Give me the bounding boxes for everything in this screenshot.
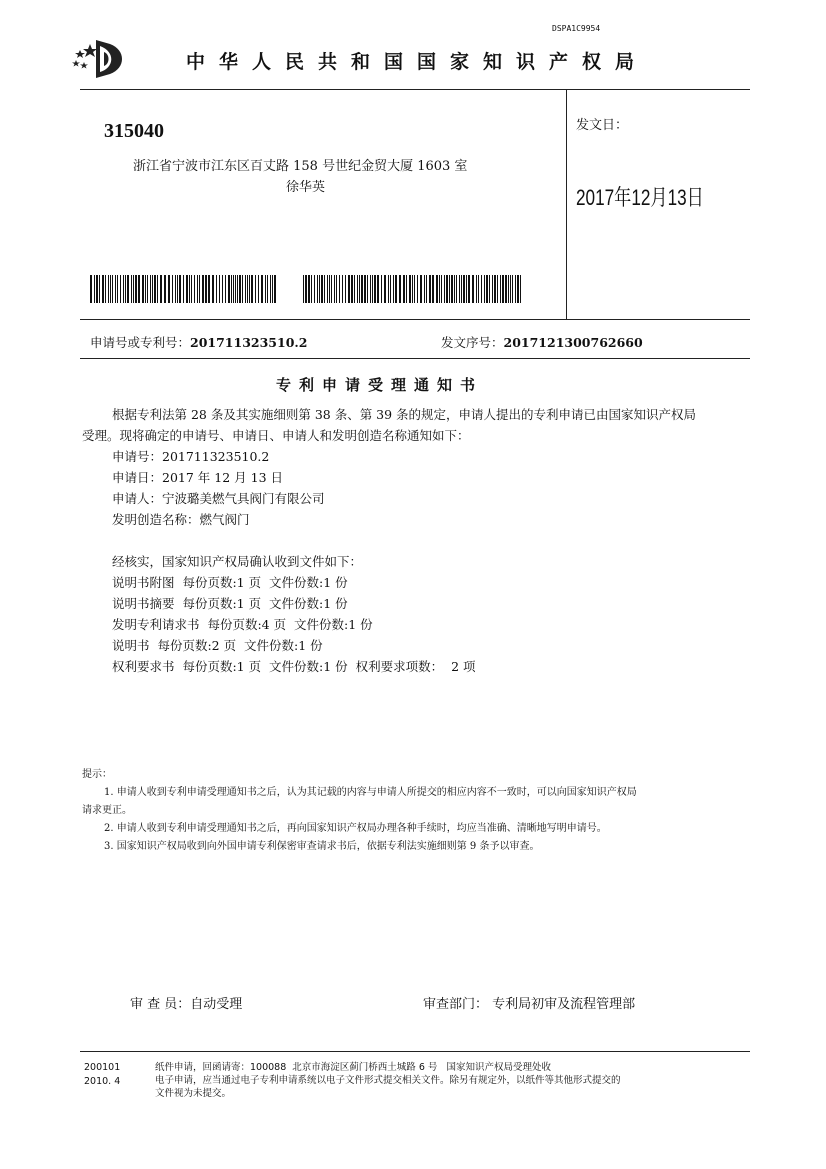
barcode-bar bbox=[242, 275, 243, 303]
barcode-bar bbox=[138, 275, 140, 303]
barcode-bar bbox=[319, 275, 320, 303]
barcode-bar bbox=[135, 275, 137, 303]
barcode-bar bbox=[417, 275, 418, 303]
barcode-left bbox=[90, 275, 278, 303]
barcode-bar bbox=[336, 275, 337, 303]
barcode-bar bbox=[515, 275, 516, 303]
barcode-bar bbox=[441, 275, 442, 303]
barcode-bar bbox=[367, 275, 368, 303]
barcode-bar bbox=[466, 275, 467, 303]
barcode-bar bbox=[324, 275, 325, 303]
barcode-bar bbox=[468, 275, 470, 303]
file-item: 权利要求书 每份页数:1 页 文件份数:1 份 权利要求项数： 2 项 bbox=[112, 659, 476, 674]
barcode-bar bbox=[90, 275, 92, 303]
barcode-bar bbox=[439, 275, 440, 303]
barcode-bar bbox=[183, 275, 184, 303]
tip-item: 1. 申请人收到专利申请受理通知书之后，认为其记载的内容与申请人所提交的相应内容不一致时，可以向国家知识产权局 bbox=[104, 787, 637, 798]
barcode-bar bbox=[160, 275, 162, 303]
barcode-bar bbox=[412, 275, 413, 303]
serial-number-row bbox=[441, 333, 643, 351]
barcode-bar bbox=[354, 275, 355, 303]
barcode-bar bbox=[194, 275, 195, 303]
barcode-bar bbox=[255, 275, 256, 303]
barcode-bar bbox=[520, 275, 521, 303]
footer-text bbox=[155, 1061, 755, 1100]
barcode-bar bbox=[508, 275, 509, 303]
recipient-name: 徐华英 bbox=[286, 180, 326, 195]
barcode-bar bbox=[131, 275, 132, 303]
tips-section bbox=[82, 766, 754, 856]
barcode-bar bbox=[212, 275, 214, 303]
barcode-bar bbox=[348, 275, 350, 303]
barcode-bar bbox=[251, 275, 253, 303]
barcode-bar bbox=[228, 275, 230, 303]
barcode-bar bbox=[258, 275, 259, 303]
barcode-bar bbox=[311, 275, 312, 303]
cnipa-logo-icon bbox=[66, 34, 128, 78]
barcode-bar bbox=[125, 275, 126, 303]
barcode-bar bbox=[205, 275, 207, 303]
barcode-bar bbox=[403, 275, 405, 303]
barcode-bar bbox=[99, 275, 100, 303]
barcode-bar bbox=[157, 275, 158, 303]
barcode-bar bbox=[247, 275, 248, 303]
issue-date: 2017年12月13日 bbox=[576, 185, 704, 210]
postcode: 315040 bbox=[104, 120, 164, 142]
barcode-bar bbox=[308, 275, 310, 303]
barcode-bar bbox=[463, 275, 465, 303]
barcode-bar bbox=[390, 275, 391, 303]
barcode-bar bbox=[265, 275, 266, 303]
barcode-bar bbox=[249, 275, 250, 303]
field-applicant: 申请人：宁波璐美燃气具阀门有限公司 bbox=[112, 491, 325, 506]
barcode-bar bbox=[377, 275, 379, 303]
barcode-bar bbox=[274, 275, 276, 303]
barcode-bar bbox=[303, 275, 304, 303]
verify-intro: 经核实，国家知识产权局确认收到文件如下： bbox=[112, 554, 363, 569]
barcode-bar bbox=[117, 275, 118, 303]
barcode-bar bbox=[454, 275, 455, 303]
barcode-bar bbox=[305, 275, 307, 303]
barcode-bar bbox=[314, 275, 315, 303]
barcode-bar bbox=[359, 275, 360, 303]
barcode-bar bbox=[510, 275, 511, 303]
barcode-bar bbox=[497, 275, 498, 303]
barcode-bar bbox=[374, 275, 376, 303]
barcode-bar bbox=[237, 275, 238, 303]
barcode-bar bbox=[399, 275, 401, 303]
refs-bottom-rule bbox=[80, 358, 750, 359]
barcode-bar bbox=[189, 275, 190, 303]
barcode-bar bbox=[414, 275, 415, 303]
barcode-bar bbox=[420, 275, 422, 303]
notice-body bbox=[82, 404, 752, 677]
file-item: 说明书摘要 每份页数:1 页 文件份数:1 份 bbox=[112, 596, 348, 611]
barcode-bar bbox=[500, 275, 501, 303]
barcode-bar bbox=[152, 275, 153, 303]
barcode-bar bbox=[517, 275, 519, 303]
serial-number-label: 发文序号： bbox=[441, 335, 504, 350]
barcode-bar bbox=[481, 275, 482, 303]
tip-item: 2. 申请人收到专利申请受理通知书之后，再向国家知识产权局办理各种手续时，均应当准确、清晰地写明申请号。 bbox=[104, 823, 607, 834]
examiner: 审 查 员：自动受理 bbox=[130, 997, 243, 1012]
barcode-bar bbox=[233, 275, 234, 303]
barcode-bar bbox=[478, 275, 479, 303]
barcode-bar bbox=[449, 275, 450, 303]
barcode-bar bbox=[222, 275, 223, 303]
barcode-bar bbox=[202, 275, 204, 303]
barcode-bar bbox=[186, 275, 188, 303]
barcode-bar bbox=[177, 275, 178, 303]
barcode-bar bbox=[108, 275, 109, 303]
barcode-bar bbox=[436, 275, 438, 303]
barcode-bar bbox=[175, 275, 176, 303]
field-application-number: 申请号：201711323510.2 bbox=[112, 449, 270, 464]
barcode-bar bbox=[197, 275, 198, 303]
barcode-bar bbox=[393, 275, 394, 303]
application-number: 201711323510.2 bbox=[190, 335, 308, 350]
barcode-bar bbox=[446, 275, 448, 303]
barcode-bar bbox=[321, 275, 323, 303]
barcode-bar bbox=[191, 275, 192, 303]
file-item: 发明专利请求书 每份页数:4 页 文件份数:1 份 bbox=[112, 617, 373, 632]
barcode-bar bbox=[372, 275, 373, 303]
barcode-bar bbox=[461, 275, 462, 303]
barcode-bar bbox=[208, 275, 210, 303]
barcode-bar bbox=[424, 275, 425, 303]
barcode-bar bbox=[112, 275, 113, 303]
barcode-bar bbox=[476, 275, 477, 303]
barcode-bar bbox=[147, 275, 148, 303]
barcode-bar bbox=[388, 275, 389, 303]
barcode-bar bbox=[489, 275, 490, 303]
barcode-bar bbox=[270, 275, 271, 303]
organization-name: 中华人民共和国国家知识产权局 bbox=[186, 51, 649, 73]
barcode-bar bbox=[105, 275, 106, 303]
intro-line-1: 根据专利法第 28 条及其实施细则第 38 条、第 39 条的规定，申请人提出的专利申请已由国家知识产权局 bbox=[112, 407, 697, 422]
recipient-address: 浙江省宁波市江东区百丈路 158 号世纪金贸大厦 1603 室 bbox=[133, 159, 468, 174]
barcode-bar bbox=[409, 275, 411, 303]
barcode-bar bbox=[110, 275, 111, 303]
barcode-bar bbox=[472, 275, 474, 303]
barcode-bar bbox=[351, 275, 353, 303]
barcode-bar bbox=[339, 275, 340, 303]
barcode-bar bbox=[459, 275, 460, 303]
barcode-bar bbox=[342, 275, 343, 303]
barcode-bar bbox=[486, 275, 488, 303]
footer-line: 文件视为未提交。 bbox=[155, 1088, 232, 1099]
header-divider bbox=[566, 89, 567, 319]
barcode-bar bbox=[327, 275, 328, 303]
barcode-bar bbox=[357, 275, 358, 303]
intro-line-2: 受理。现将确定的申请号、申请日、申请人和发明创造名称通知如下： bbox=[82, 428, 470, 443]
barcode-bar bbox=[432, 275, 434, 303]
field-invention-title: 发明创造名称：燃气阀门 bbox=[112, 512, 250, 527]
barcode-bar bbox=[406, 275, 407, 303]
barcode-bar bbox=[96, 275, 98, 303]
document-title: 专利申请受理通知书 bbox=[276, 376, 484, 394]
barcode-bar bbox=[381, 275, 382, 303]
barcode-bar bbox=[164, 275, 166, 303]
tip-item: 请求更正。 bbox=[82, 805, 132, 816]
field-application-date: 申请日：2017 年 12 月 13 日 bbox=[112, 470, 283, 485]
barcode-bar bbox=[127, 275, 129, 303]
barcode-bar bbox=[494, 275, 496, 303]
examining-department: 审查部门： 专利局初审及流程管理部 bbox=[423, 997, 636, 1012]
barcode-bar bbox=[317, 275, 318, 303]
file-item: 说明书 每份页数:2 页 文件份数:1 份 bbox=[112, 638, 323, 653]
barcode-bar bbox=[231, 275, 232, 303]
barcode-right bbox=[303, 275, 525, 303]
barcode-bar bbox=[345, 275, 346, 303]
barcode-bar bbox=[429, 275, 431, 303]
footer-line: 纸件申请，回函请寄：100088 北京市海淀区蓟门桥西土城路 6 号 国家知识产权局受理处收 bbox=[155, 1062, 551, 1073]
barcode-bar bbox=[395, 275, 397, 303]
footer-rule bbox=[80, 1051, 750, 1052]
header-top-rule bbox=[80, 89, 750, 90]
barcode-bar bbox=[426, 275, 427, 303]
application-number-row bbox=[90, 333, 307, 351]
footer-code-1: 200101 bbox=[84, 1062, 121, 1073]
barcode-bar bbox=[145, 275, 146, 303]
barcode-bar bbox=[102, 275, 104, 303]
barcode-bar bbox=[272, 275, 273, 303]
barcode-bar bbox=[123, 275, 124, 303]
document-code: DSPA1C9954 bbox=[552, 24, 601, 33]
barcode-bar bbox=[261, 275, 263, 303]
barcode-bar bbox=[444, 275, 445, 303]
file-item: 说明书附图 每份页数:1 页 文件份数:1 份 bbox=[112, 575, 348, 590]
barcode-bar bbox=[384, 275, 386, 303]
barcode-bar bbox=[225, 275, 226, 303]
barcode-bar bbox=[219, 275, 220, 303]
barcode-bar bbox=[172, 275, 173, 303]
barcode-bar bbox=[456, 275, 457, 303]
barcode-bar bbox=[239, 275, 241, 303]
barcode-bar bbox=[364, 275, 366, 303]
tips-heading: 提示： bbox=[82, 769, 112, 780]
barcode-bar bbox=[505, 275, 507, 303]
barcode-bar bbox=[150, 275, 151, 303]
barcode-bar bbox=[492, 275, 493, 303]
barcode-bar bbox=[235, 275, 236, 303]
barcode-bar bbox=[142, 275, 144, 303]
barcode-bar bbox=[216, 275, 217, 303]
fields-block bbox=[82, 446, 752, 677]
barcode-bar bbox=[361, 275, 363, 303]
barcode-bar bbox=[512, 275, 513, 303]
barcode-bar bbox=[179, 275, 181, 303]
barcode-bar bbox=[484, 275, 485, 303]
barcode-bar bbox=[502, 275, 504, 303]
serial-number: 2017121300762660 bbox=[503, 335, 643, 350]
barcode-bar bbox=[199, 275, 200, 303]
barcode-bar bbox=[133, 275, 134, 303]
tip-item: 3. 国家知识产权局收到向外国申请专利保密审查请求书后，依据专利法实施细则第 9 条予以审查。 bbox=[104, 841, 540, 852]
header-bottom-rule bbox=[80, 319, 750, 320]
barcode-bar bbox=[94, 275, 95, 303]
barcode-bar bbox=[168, 275, 170, 303]
application-number-label: 申请号或专利号： bbox=[90, 335, 191, 350]
barcode-bar bbox=[370, 275, 371, 303]
barcode-bar bbox=[329, 275, 330, 303]
footer-code-2: 2010. 4 bbox=[84, 1076, 121, 1087]
barcode-bar bbox=[120, 275, 121, 303]
barcode-bar bbox=[245, 275, 246, 303]
barcode-bar bbox=[115, 275, 116, 303]
barcode-bar bbox=[334, 275, 335, 303]
barcode-bar bbox=[331, 275, 332, 303]
footer-line: 电子申请，应当通过电子专利申请系统以电子文件形式提交相关文件。除另有规定外，以纸件等其他形式提交的 bbox=[155, 1075, 621, 1086]
barcode-bar bbox=[154, 275, 156, 303]
barcode-bar bbox=[451, 275, 453, 303]
issue-date-label: 发文日： bbox=[576, 118, 629, 133]
barcode-bar bbox=[267, 275, 268, 303]
